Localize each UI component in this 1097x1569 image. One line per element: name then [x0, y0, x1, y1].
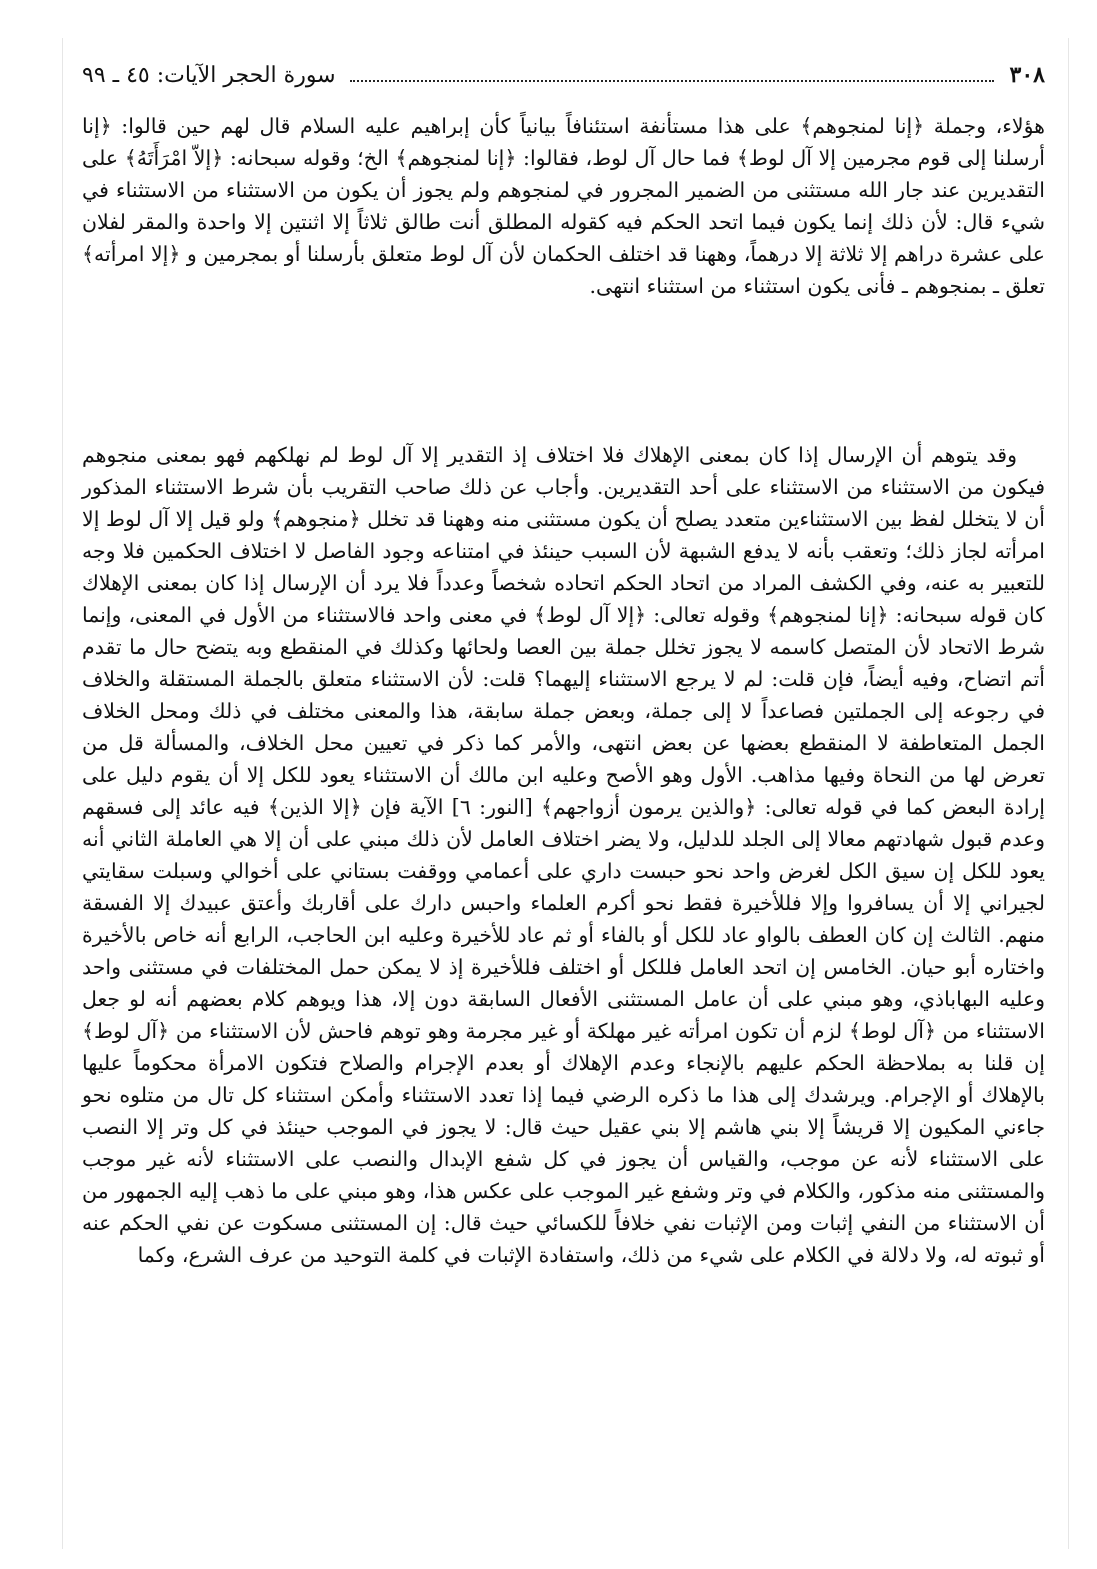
page-edge-line [62, 38, 63, 1549]
surah-title: سورة الحجر الآيات: ٤٥ ـ ٩٩ [82, 62, 336, 88]
text-block-second [82, 439, 1045, 1271]
running-header [82, 58, 1045, 92]
page-edge-line [1068, 38, 1069, 1549]
header-leader-dots [350, 80, 994, 82]
paragraph: هؤلاء، وجملة ﴿إنا لمنجوهم﴾ على هذا مستأنفة استئنافاً بيانياً كأن إبراهيم عليه السلام قال لهم حين قالوا: ﴿إنا أرسلنا إلى قوم مجرمين إلا آل لوط﴾ فما حال آل لوط، فقالوا: ﴿إنا لمنجوهم﴾ الخ؛ وقوله سبحانه: ﴿إلاّ امْرَأَتَهُ﴾ على التقديرين عند جار الله مستثنى من الضمير المجرور في لمنجوهم ولم يجوز أن يكون من الاستثناء من الاستثناء في شيء قال: لأن ذلك إنما يكون فيما اتحد الحكم فيه كقوله المطلق أنت طالق ثلاثاً إلا اثنتين إلا واحدة والمقر لفلان على عشرة دراهم إلا ثلاثة إلا درهماً، وههنا قد اختلف الحكمان لأن آل لوط متعلق بأرسلنا أو بمجرمين و ﴿إلا امرأته﴾ تعلق ـ بمنجوهم ـ فأنى يكون استثناء من استثناء انتهى. [82, 114, 1045, 298]
paragraph: وقد يتوهم أن الإرسال إذا كان بمعنى الإهلاك فلا اختلاف إذ التقدير إلا آل لوط لم نهلكهم فهو بمعنى منجوهم فيكون من الاستثناء من الاستثناء على أحد التقديرين. وأجاب عن ذلك صاحب التقريب بأن شرط الاستثناء المذكور أن لا يتخلل لفظ بين الاستثناءين متعدد يصلح أن يكون مستثنى منه وههنا قد تخلل ﴿منجوهم﴾ ولو قيل إلا آل لوط إلا امرأته لجاز ذلك؛ وتعقب بأنه لا يدفع الشبهة لأن السبب حينئذ في امتناعه وجود الفاصل لا اختلاف الحكمين فلا وجه للتعبير به عنه، وفي الكشف المراد من اتحاد الحكم اتحاده شخصاً وعدداً فلا يرد أن الإرسال إذا كان بمعنى الإهلاك كان قوله سبحانه: ﴿إنا لمنجوهم﴾ وقوله تعالى: ﴿إلا آل لوط﴾ في معنى واحد فالاستثناء من الأول في المعنى، وإنما شرط الاتحاد لأن المتصل كاسمه لا يجوز تخلل جملة بين العصا ولحائها وكذلك في المنقطع وبه يتضح حال ما تقدم أتم اتضاح، وفيه أيضاً، فإن قلت: لم لا يرجع الاستثناء إليهما؟ قلت: لأن الاستثناء متعلق بالجملة المستقلة والخلاف في رجوعه إلى الجملتين فصاعداً لا إلى جملة، وبعض جملة سابقة، هذا والمعنى مختلف في ذلك ومحل الخلاف الجمل المتعاطفة لا المنقطع بعضها عن بعض انتهى، والأمر كما ذكر في تعيين محل الخلاف، والمسألة قل من تعرض لها من النحاة وفيها مذاهب. الأول وهو الأصح وعليه ابن مالك أن الاستثناء يعود للكل إلا أن يقوم دليل على إرادة البعض كما في قوله تعالى: ﴿والذين يرمون أزواجهم﴾ [النور: ٦] الآية فإن ﴿إلا الذين﴾ فيه عائد إلى فسقهم وعدم قبول شهادتهم معالا إلى الجلد للدليل، ولا يضر اختلاف العامل لأن ذلك مبني على أن إلا هي العاملة الثاني أنه يعود للكل إن سيق الكل لغرض واحد نحو حبست داري على أعمامي ووقفت بستاني على أخوالي وسبلت سقايتي لجيراني إلا أن يسافروا وإلا فللأخيرة فقط نحو أكرم العلماء واحبس دارك على أقاربك وأعتق عبيدك إلا الفسقة منهم. الثالث إن كان العطف بالواو عاد للكل أو بالفاء أو ثم عاد للأخيرة وعليه ابن الحاجب، الرابع أنه خاص بالأخيرة واختاره أبو حيان. الخامس إن اتحد العامل فللكل أو اختلف فللأخيرة إذ لا يمكن حمل المختلفات في مستثنى واحد وعليه البهاباذي، وهو مبني على أن عامل المستثنى الأفعال السابقة دون إلا، هذا ويوهم كلام بعضهم أنه لو جعل الاستثناء من ﴿آل لوط﴾ لزم أن تكون امرأته غير مهلكة أو غير مجرمة وهو توهم فاحش لأن الاستثناء من ﴿آل لوط﴾ إن قلنا به بملاحظة الحكم عليهم بالإنجاء وعدم الإهلاك أو بعدم الإجرام والصلاح فتكون الامرأة محكوماً عليها بالإهلاك أو الإجرام. ويرشدك إلى هذا ما ذكره الرضي فيما إذا تعدد الاستثناء وأمكن استثناء كل تال من متلوه نحو جاءني المكيون إلا قريشاً إلا بني هاشم إلا بني عقيل حيث قال: لا يجوز في الموجب حينئذ في كل وتر إلا النصب على الاستثناء لأنه عن موجب، والقياس أن يجوز في كل شفع الإبدال والنصب على الاستثناء لأنه غير موجب والمستثنى منه مذكور، والكلام في وتر وشفع غير الموجب على عكس هذا، وهو مبني على ما ذهب إليه الجمهور من أن الاستثناء من النفي إثبات ومن الإثبات نفي خلافاً للكسائي حيث قال: إن المستثنى مسكوت عن نفي الحكم عنه أو ثبوته له، ولا دلالة في الكلام على شيء من ذلك، واستفادة الإثبات في كلمة التوحيد من عرف الشرع، وكما [82, 443, 1046, 1267]
text-block-first [82, 110, 1045, 302]
page-number: ٣٠٨ [1009, 62, 1045, 88]
